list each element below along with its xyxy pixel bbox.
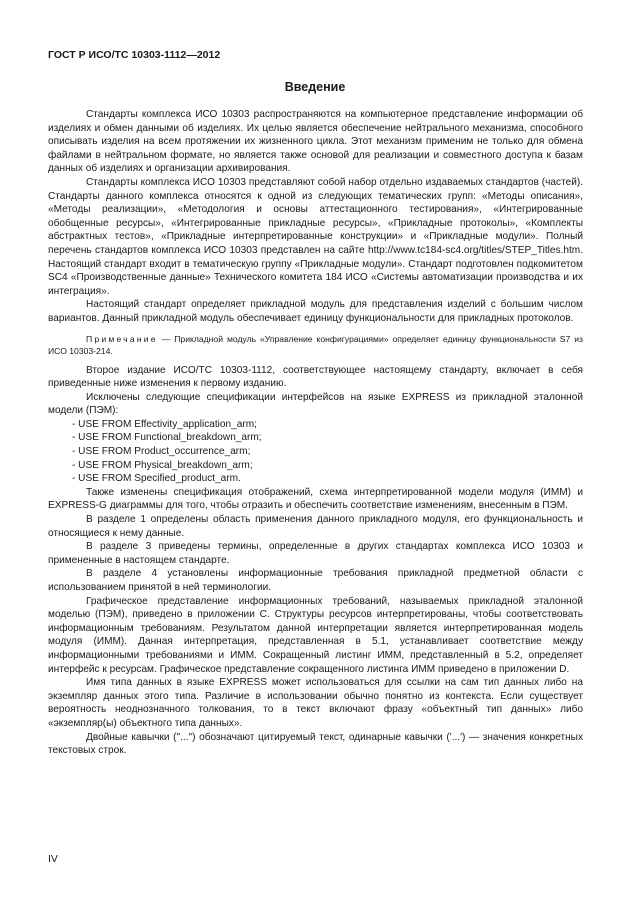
paragraph: Стандарты комплекса ИСО 10303 представляют собой набор отдельно издаваемых стандартов (частей). Стандарты данного комплекса относятся к одной из следующих тематических групп: «Методы описания», «Методы реализации», «Методология и основы аттестационного тестирования», «Интегрированные обобщенные ресурсы», «Интегрированные прикладные ресурсы», «Прикладные протоколы», «Комплекты абстрактных тестов», «Прикладные интерпретированные конструкции» и «Прикладные модули». Полный перечень стандартов комплекса ИСО 10303 представлен на сайте http://www.tc184-sc4.org/titles/STEP_Titles.htm. Настоящий стандарт входит в тематическую группу «Прикладные модули». Стандарт подготовлен подкомитетом SC4 «Производственные данные» Технического комитета 184 ИСО «Системы автоматизации производства и их интеграция». <box>48 176 583 297</box>
paragraph: Двойные кавычки ("...") обозначают цитируемый текст, одинарные кавычки ('...') — значения конкретных текстовых строк. <box>48 731 583 757</box>
paragraph: Настоящий стандарт определяет прикладной модуль для представления изделий с большим числом вариантов. Данный прикладной модуль обеспечивает единицу функциональности для прикладных протоколов. <box>48 299 583 324</box>
page-number: IV <box>48 853 58 865</box>
list-item: - USE FROM Effectivity_application_arm; <box>72 418 257 430</box>
paragraph: Имя типа данных в языке EXPRESS может использоваться для ссылки на сам тип данных либо на экземпляр данных этого типа. Различие в использовании обычно понятно из контекста. Если существует вероятность неоднозначного толкования, то в текст включают фразу «объектный тип данных» либо «экземпляр(ы) объектного типа данных». <box>48 677 583 729</box>
note-label: Примечание <box>86 333 158 344</box>
note <box>48 333 583 358</box>
paragraph: Графическое представление информационных требований, называемых прикладной эталонной моделью (ПЭМ), приведено в приложении С. Структуры ресурсов интерпретированы, чтобы соответствовать информационным требованиям. Результатом данной интерпретации является интерпретированная модель модуля (ИММ). Данная интерпретация, представленная в 5.1, устанавливает соответствие между информационными требованиями и ИММ. Сокращенный листинг ИММ, представленный в 5.2, определяет интерфейс к ресурсам. Графическое представление сокращенного листинга ИММ приведено в приложении D. <box>48 595 583 675</box>
paragraph: В разделе 1 определены область применения данного прикладного модуля, его функциональность и относящиеся к нему данные. <box>48 514 583 539</box>
paragraph: Стандарты комплекса ИСО 10303 распространяются на компьютерное представление информации об изделиях и обмен данными об изделиях. Их целью является обеспечение нейтрального механизма, способного описывать изделия на всем протяжении их жизненного цикла. Этот механизм применим не только для обмена файлами в нейтральном формате, но является также основой для реализации и совместного доступа к базам данных об изделиях и организации архивирования. <box>48 109 583 175</box>
section-title: Введение <box>284 80 346 94</box>
list-item: - USE FROM Physical_breakdown_arm; <box>72 459 253 471</box>
paragraph: Исключены следующие спецификации интерфейсов на языке EXPRESS из прикладной эталонной модели (ПЭМ): <box>48 391 583 417</box>
paragraph: Также изменены спецификация отображений, схема интерпретированной модели модуля (ИММ) и EXPRESS-G диаграммы для того, чтобы отразить и обеспечить соответствие изменениям, внесенным в ПЭМ. <box>48 486 583 512</box>
list-item: - USE FROM Specified_product_arm. <box>72 473 241 485</box>
paragraph: Второе издание ИСО/ТС 10303-1112, соответствующее настоящему стандарту, включает в себя приведенные ниже изменения к первому изданию. <box>48 364 583 390</box>
note-text: — Прикладной модуль «Управление конфигурациями» определяет единицу функциональности S7 из ИСО 10303-214. <box>48 333 583 356</box>
list-item: - USE FROM Functional_breakdown_arm; <box>72 432 262 444</box>
paragraph: В разделе 4 установлены информационные требования прикладной предметной области с использованием принятой в ней терминологии. <box>48 568 583 593</box>
document-body <box>48 108 583 758</box>
document-header: ГОСТ Р ИСО/ТС 10303-1112—2012 <box>48 49 221 61</box>
paragraph: В разделе 3 приведены термины, определенные в других стандартах комплекса ИСО 10303 и примененные в настоящем стандарте. <box>48 541 583 566</box>
list-item: - USE FROM Product_occurrence_arm; <box>72 446 251 458</box>
